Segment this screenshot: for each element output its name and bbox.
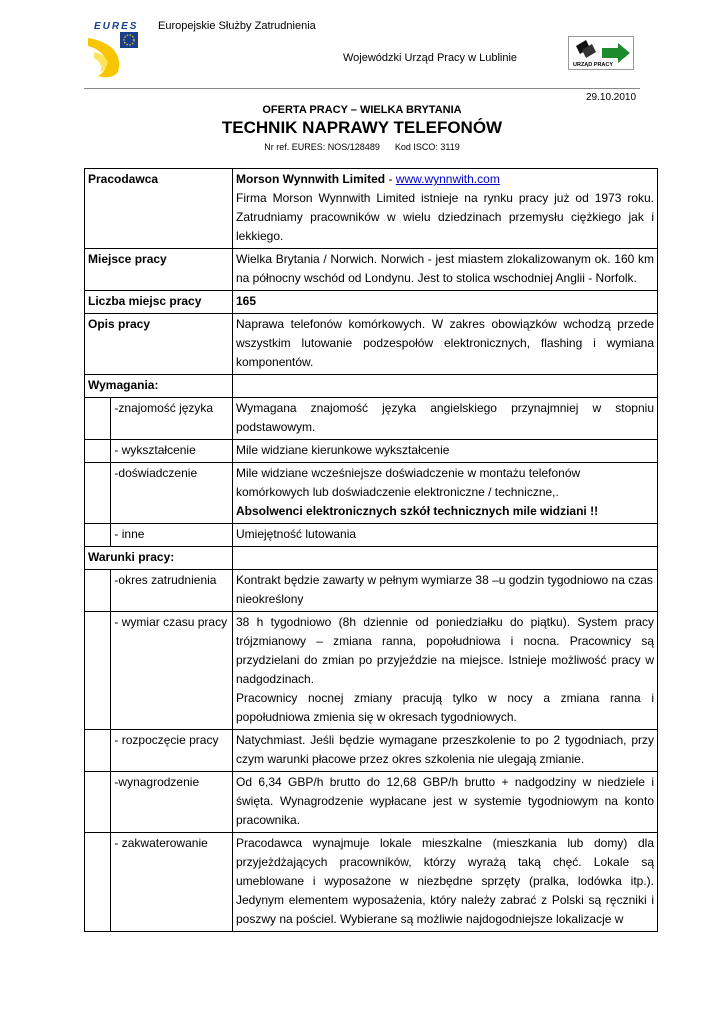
req-language-label: -znajomość języka bbox=[114, 401, 214, 415]
req-education-value: Mile widziane kierunkowe wykształcenie bbox=[236, 443, 450, 457]
cond-hours-label: - wymiar czasu pracy bbox=[114, 615, 228, 629]
req-language-value: Wymagana znajomość języka angielskiego przynajmniej w stopniu podstawowym. bbox=[236, 401, 654, 434]
location-label: Miejsce pracy bbox=[88, 252, 167, 266]
table-row bbox=[85, 524, 658, 547]
req-experience-label: -doświadczenie bbox=[114, 466, 198, 480]
table-row bbox=[85, 730, 658, 772]
table-row bbox=[85, 463, 658, 524]
req-other-value: Umiejętność lutowania bbox=[236, 527, 357, 541]
table-row bbox=[85, 398, 658, 440]
cond-hours-night: Pracownicy nocnej zmiany pracują tylko w nocy a zmiana ranna i popołudniowa zmienia się w okresach tygodniowych. bbox=[236, 691, 654, 724]
cond-start-value: Natychmiast. Jeśli będzie wymagane przeszkolenie to po 2 tygodniach, przy czym warunki płacowe przez okres szkolenia nie ulegają zmianie. bbox=[236, 733, 654, 766]
cond-salary-value: Od 6,34 GBP/h brutto do 12,68 GBP/h brutto + nadgodziny w niedziele i święta. Wynagrodzenie wypłacane jest w systemie tygodniowym na konto pracownika. bbox=[236, 775, 654, 827]
table-row bbox=[85, 375, 658, 398]
positions-value: 165 bbox=[236, 294, 257, 308]
cond-start-label: - rozpoczęcie pracy bbox=[114, 733, 219, 747]
table-row bbox=[85, 570, 658, 612]
up-logo-text: URZĄD PRACY bbox=[573, 62, 614, 68]
req-experience-note: Absolwenci elektronicznych szkół technicznych mile widziani !! bbox=[236, 504, 599, 518]
table-row bbox=[85, 547, 658, 570]
reference-numbers: Nr ref. EURES: NOS/128489 Kod ISCO: 3119 bbox=[264, 142, 460, 152]
date: 29.10.2010 bbox=[586, 92, 637, 103]
employer-description: Firma Morson Wynnwith Limited istnieje na rynku pracy już od 1973 roku. Zatrudniamy pracowników w wielu dziedzinach przemysłu ciężkiego jak i lekkiego. bbox=[236, 191, 654, 243]
table-row bbox=[85, 612, 658, 730]
requirements-label: Wymagania: bbox=[88, 378, 159, 392]
employer-label: Pracodawca bbox=[88, 172, 159, 186]
req-education-label: - wykształcenie bbox=[114, 443, 196, 457]
cond-housing-label: - zakwaterowanie bbox=[114, 836, 208, 850]
table-row bbox=[85, 249, 658, 291]
org-line-1: Europejskie Służby Zatrudnienia bbox=[158, 20, 316, 32]
employer-sep: - bbox=[385, 172, 396, 186]
table-row bbox=[85, 169, 658, 249]
job-description-value: Naprawa telefonów komórkowych. W zakres obowiązków wchodzą przede wszystkim lutowanie podzespołów elektronicznych, flashing i wymiana komponentów. bbox=[236, 317, 654, 369]
cond-housing-value: Pracodawca wynajmuje lokale mieszkalne (mieszkania lub domy) dla przyjeżdżających pracowników, którzy wyrażą taką chęć. Lokale są umeblowane i wyposażone w niezbędne sprzęty (pralka, lodówka itp.). Jedynym elementem wyposażenia, który należy zabrać z Polski są ręczniki i poszwy na pościel. Wybierane są możliwie najdogodniejsze lokalizacje w bbox=[236, 836, 654, 926]
cond-contract-label: -okres zatrudnienia bbox=[114, 573, 217, 587]
offer-subtitle: OFERTA PRACY – WIELKA BRYTANIA bbox=[262, 104, 462, 116]
table-row bbox=[85, 291, 658, 314]
employer-website-link[interactable]: www.wynnwith.com bbox=[395, 172, 500, 186]
conditions-label: Warunki pracy: bbox=[88, 550, 175, 564]
urzad-pracy-logo bbox=[568, 36, 634, 70]
eures-logo-text: EURES bbox=[94, 21, 139, 32]
org-line-2: Wojewódzki Urząd Pracy w Lublinie bbox=[343, 52, 518, 64]
eures-logo bbox=[84, 18, 144, 80]
table-row bbox=[85, 440, 658, 463]
page-title: TECHNIK NAPRAWY TELEFONÓW bbox=[221, 118, 503, 137]
header-rule bbox=[84, 88, 640, 89]
req-experience-value: Mile widziane wcześniejsze doświadczenie w montażu telefonów komórkowych lub doświadczenie elektroniczne / techniczne,. bbox=[236, 466, 581, 499]
table-row bbox=[85, 314, 658, 375]
table-row bbox=[85, 833, 658, 932]
positions-label: Liczba miejsc pracy bbox=[88, 294, 202, 308]
cond-contract-value: Kontrakt będzie zawarty w pełnym wymiarze 38 –u godzin tygodniowo na czas nieokreślony bbox=[236, 573, 653, 606]
table-row bbox=[85, 772, 658, 833]
location-value: Wielka Brytania / Norwich. Norwich - jest miastem zlokalizowanym ok. 160 km na północny wschód od Londynu. Jest to stolica wschodniej Anglii - Norfolk. bbox=[236, 252, 654, 285]
job-offer-table bbox=[84, 168, 658, 932]
job-description-label: Opis pracy bbox=[88, 317, 151, 331]
employer-name: Morson Wynnwith Limited bbox=[236, 172, 386, 186]
cond-salary-label: -wynagrodzenie bbox=[114, 775, 200, 789]
cond-hours-value: 38 h tygodniowo (8h dziennie od poniedziałku do piątku). System pracy trójzmianowy – zmiana ranna, popołudniowa i nocna. Pracownicy są przydzielani do zmian po przyjeździe na miejsce. Istnieje możliwość pracy w nadgodzinach. bbox=[236, 615, 654, 686]
req-other-label: - inne bbox=[114, 527, 145, 541]
